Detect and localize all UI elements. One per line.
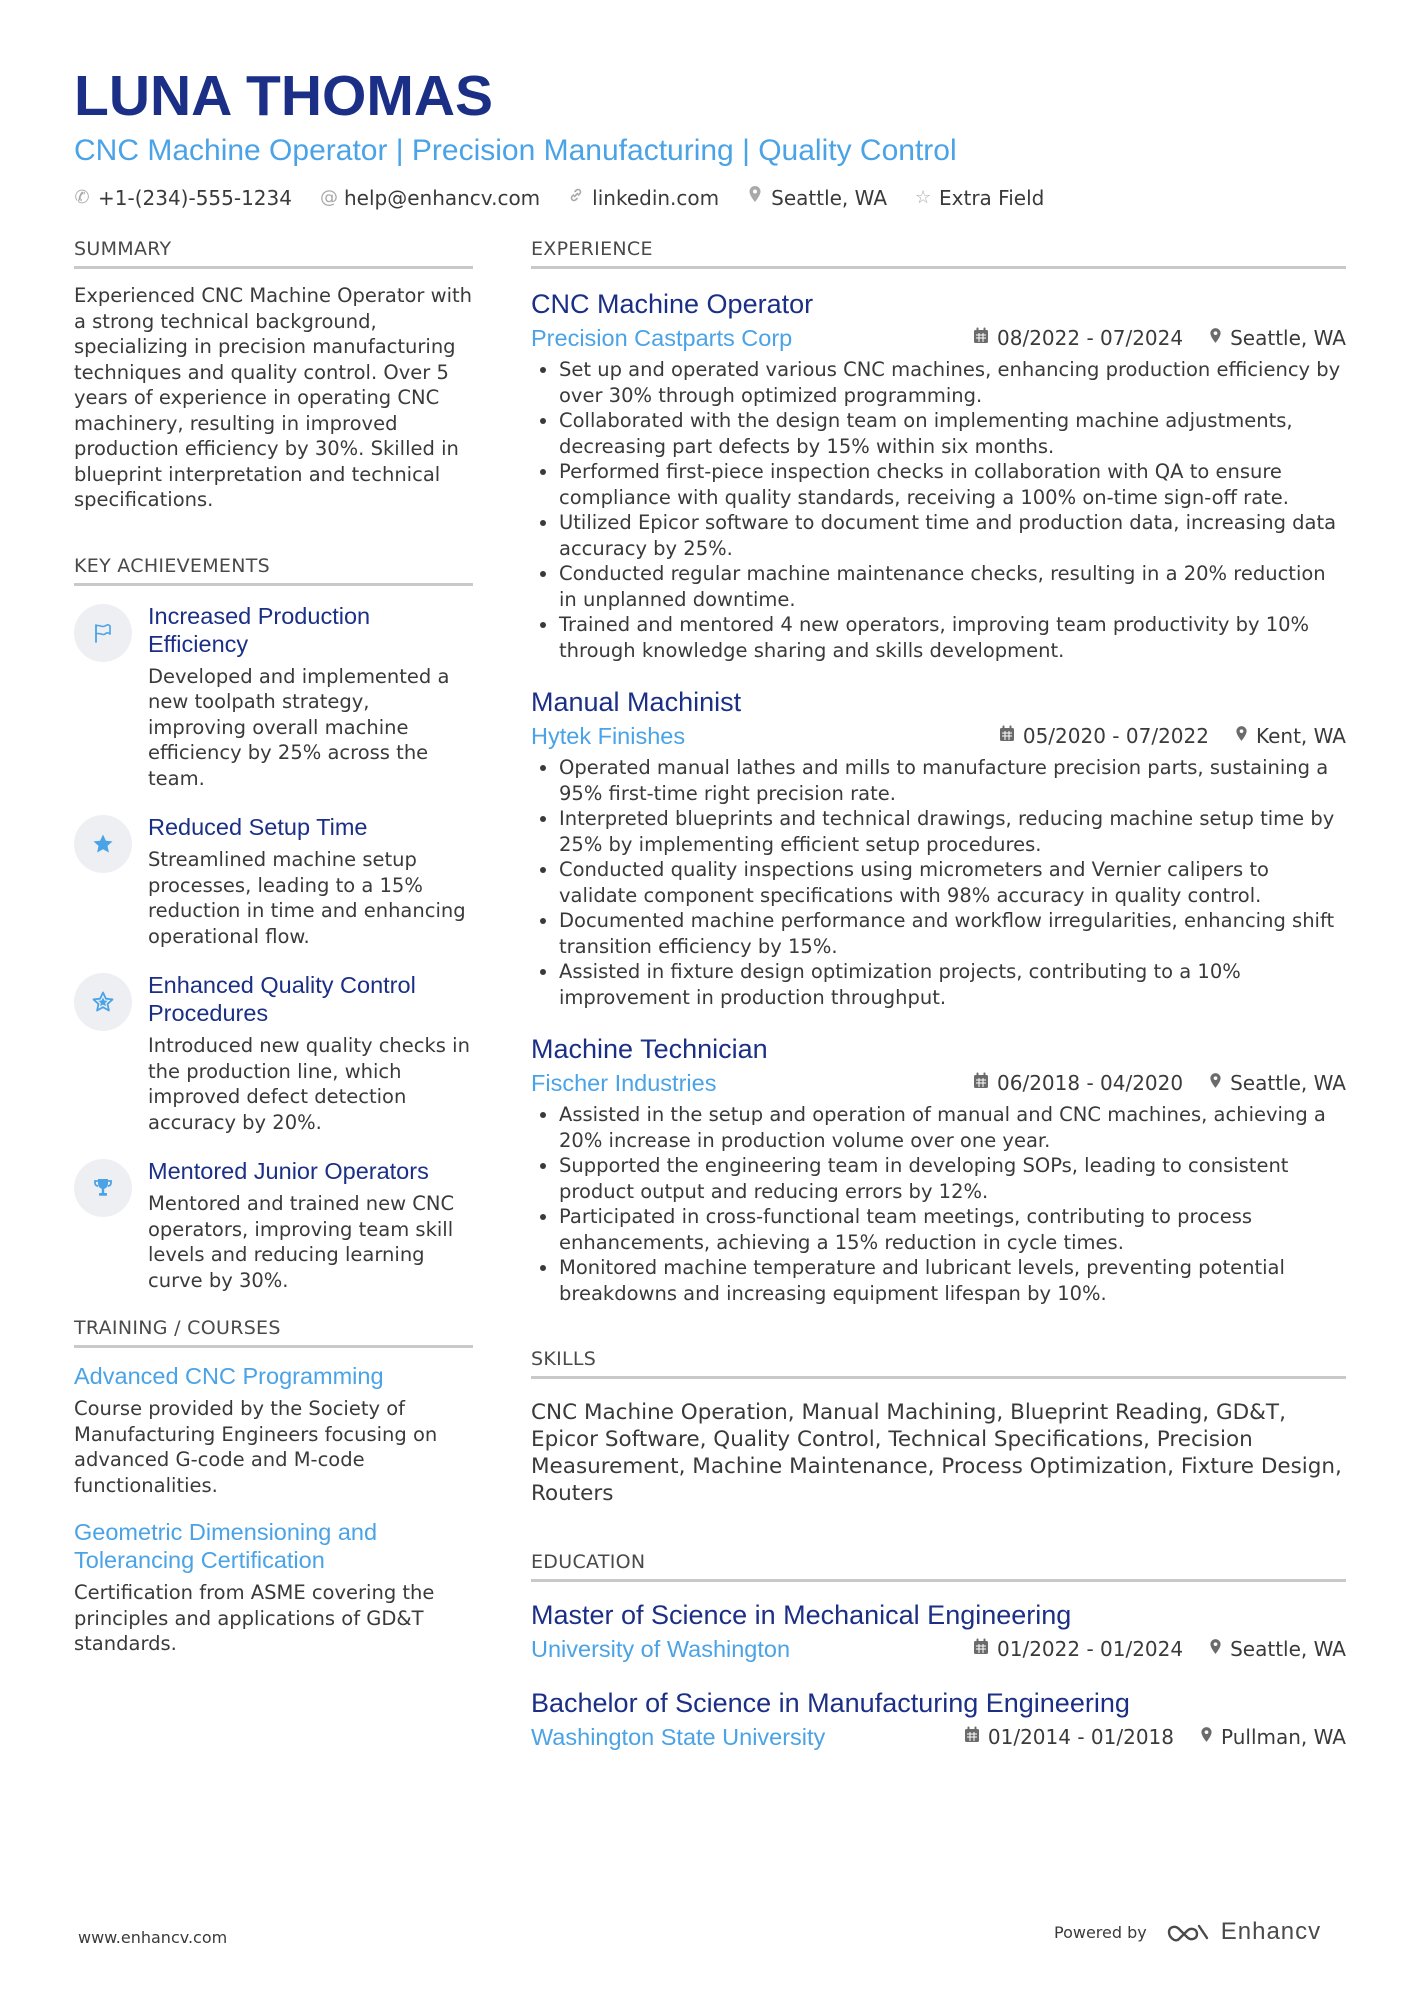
star-icon: ☆ [915, 187, 932, 208]
location-icon [1209, 1638, 1222, 1660]
job-bullet: • Operated manual lathes and mills to manufacture precision parts, sustaining a 95% first-time right precision rate. [559, 755, 1346, 806]
candidate-name: LUNA THOMAS [74, 64, 494, 128]
skills-section [531, 1346, 1346, 1507]
job-bullet: • Utilized Epicor software to document time and production data, increasing data accuracy by 25%. [559, 510, 1346, 561]
course-desc: Course provided by the Society of Manufacturing Engineers focusing on advanced G-code and M-code functionalities. [74, 1397, 438, 1497]
enhancv-logo-icon [1165, 1920, 1211, 1944]
job-bullet: • Supported the engineering team in developing SOPs, leading to consistent product output and reducing errors by 12%. [559, 1153, 1346, 1204]
job-meta-right [973, 326, 1346, 350]
course-title: Advanced CNC Programming [74, 1363, 384, 1389]
job-location [1209, 1071, 1346, 1095]
trophy-icon [74, 1159, 132, 1217]
company-name: Precision Castparts Corp [531, 325, 793, 351]
achievement-body [148, 971, 473, 1135]
skills-heading: SKILLS [531, 1346, 1346, 1379]
contact-location-text: Seattle, WA [771, 186, 888, 210]
footer-website[interactable]: www.enhancv.com [78, 1928, 228, 1947]
job-bullets [531, 357, 1346, 663]
education-dates [964, 1725, 1174, 1749]
job-meta [531, 1068, 1346, 1098]
location-icon [1200, 1726, 1213, 1748]
education-dates [973, 1637, 1183, 1661]
location-icon [1209, 327, 1222, 349]
skills-text: CNC Machine Operation, Manual Machining, Blueprint Reading, GD&T, Epicor Software, Quality Control, Technical Specifications, Precision Measurement, Machine Maintenance, Process Optimization, Fixture Design, Routers [531, 1400, 1342, 1506]
education-dates-text: 01/2014 - 01/2018 [987, 1725, 1174, 1749]
footer-branding [1054, 1918, 1321, 1946]
job-location-text: Kent, WA [1255, 724, 1346, 748]
star-icon [74, 815, 132, 873]
education-meta-right [973, 1637, 1346, 1661]
job-meta [531, 721, 1346, 751]
education-meta [531, 1634, 1346, 1664]
calendar-icon [973, 1072, 989, 1094]
phone-icon: ✆ [74, 187, 90, 208]
course-desc: Certification from ASME covering the principles and applications of GD&T standards. [74, 1581, 435, 1655]
contact-email[interactable] [320, 184, 540, 212]
achievement-desc: Mentored and trained new CNC operators, improving team skill levels and reducing learning curve by 30%. [148, 1192, 455, 1292]
job-dates-text: 08/2022 - 07/2024 [997, 326, 1184, 350]
achievements-heading: KEY ACHIEVEMENTS [74, 553, 473, 586]
job-entry [531, 685, 1346, 1010]
achievement-body [148, 1157, 473, 1293]
job-bullet: • Trained and mentored 4 new operators, improving team productivity by 10% through knowledge sharing and skills development. [559, 612, 1346, 663]
achievements-list [74, 602, 473, 1294]
achievement-title: Increased Production Efficiency [148, 602, 371, 657]
summary-heading: SUMMARY [74, 236, 473, 269]
link-icon [568, 184, 584, 212]
job-bullets [531, 755, 1346, 1010]
location-icon [1209, 1072, 1222, 1094]
contact-extra [915, 184, 1044, 212]
job-title: Machine Technician [531, 1034, 768, 1064]
training-heading: TRAINING / COURSES [74, 1315, 473, 1348]
job-bullet: • Performed first-piece inspection checks in collaboration with QA to ensure compliance with quality standards, receiving a 100% on-time sign-off rate. [559, 459, 1346, 510]
achievement-item [74, 1157, 473, 1293]
job-title: Manual Machinist [531, 687, 742, 717]
education-meta-right [964, 1725, 1346, 1749]
achievement-body [148, 813, 473, 949]
achievement-body [148, 602, 473, 792]
course-item [74, 1362, 473, 1498]
achievement-item [74, 813, 473, 949]
summary-text: Experienced CNC Machine Operator with a strong technical background, specializing in precision manufacturing techniques and quality control. Over 5 years of experience in operating CNC machinery, resulting in improved production efficiency by 30%. Skilled in blueprint interpretation and technical specifications. [74, 284, 473, 511]
job-bullets [531, 1102, 1346, 1306]
at-icon: @ [319, 187, 338, 208]
education-location [1209, 1637, 1346, 1661]
job-dates-text: 05/2020 - 07/2022 [1022, 724, 1209, 748]
location-icon [1235, 725, 1248, 747]
course-title: Geometric Dimensioning and Tolerancing Certification [74, 1519, 378, 1573]
job-meta-right [999, 724, 1346, 748]
education-location-text: Pullman, WA [1221, 1725, 1346, 1749]
education-heading: EDUCATION [531, 1549, 1346, 1582]
education-entry [531, 1598, 1346, 1664]
resume-body [74, 236, 1346, 1752]
brand-name: Enhancv [1220, 1918, 1322, 1945]
job-bullet: • Assisted in fixture design optimization projects, contributing to a 10% improvement in production throughput. [559, 959, 1346, 1010]
job-bullet: • Interpreted blueprints and technical drawings, reducing machine setup time by 25% by implementing efficient setup procedures. [559, 806, 1346, 857]
contact-extra-text: Extra Field [939, 186, 1045, 210]
course-item [74, 1518, 473, 1657]
job-location-text: Seattle, WA [1230, 1071, 1346, 1095]
company-name: Fischer Industries [531, 1070, 717, 1096]
achievement-title: Reduced Setup Time [148, 814, 368, 840]
contact-linkedin-text[interactable]: linkedin.com [592, 186, 720, 210]
calendar-icon [999, 725, 1015, 747]
degree-title: Bachelor of Science in Manufacturing Engineering [531, 1688, 1130, 1718]
flag-icon [74, 604, 132, 662]
achievement-desc: Streamlined machine setup processes, leading to a 15% reduction in time and enhancing operational flow. [148, 848, 466, 948]
achievements-section [74, 553, 473, 1294]
training-section [74, 1315, 473, 1657]
education-section [531, 1549, 1346, 1752]
experience-section [531, 236, 1346, 1306]
company-name: Hytek Finishes [531, 723, 686, 749]
resume-header [74, 60, 1346, 212]
right-column [531, 236, 1346, 1752]
contact-phone [74, 184, 292, 212]
job-dates [999, 724, 1209, 748]
job-dates [973, 326, 1183, 350]
job-bullet: • Set up and operated various CNC machines, enhancing production efficiency by over 30% through optimized programming. [559, 357, 1346, 408]
contact-bar [74, 184, 1346, 212]
education-meta [531, 1722, 1346, 1752]
calendar-icon [964, 1726, 980, 1748]
achievement-item [74, 602, 473, 792]
job-bullet: • Monitored machine temperature and lubricant levels, preventing potential breakdowns and increasing equipment lifespan by 10%. [559, 1255, 1346, 1306]
job-location [1209, 326, 1346, 350]
calendar-icon [973, 1638, 989, 1660]
education-dates-text: 01/2022 - 01/2024 [997, 1637, 1184, 1661]
job-location [1235, 724, 1346, 748]
school-name: Washington State University [531, 1724, 826, 1750]
left-column [74, 236, 473, 1752]
job-bullet: • Participated in cross-functional team meetings, contributing to process enhancements, achieving a 15% reduction in cycle times. [559, 1204, 1346, 1255]
job-entry [531, 287, 1346, 663]
school-name: University of Washington [531, 1636, 791, 1662]
degree-title: Master of Science in Mechanical Engineering [531, 1600, 1072, 1630]
job-bullet: • Documented machine performance and workflow irregularities, enhancing shift transition efficiency by 15%. [559, 908, 1346, 959]
summary-section [74, 236, 473, 513]
job-bullet: • Conducted regular machine maintenance checks, resulting in a 20% reduction in unplanned downtime. [559, 561, 1346, 612]
job-bullet: • Conducted quality inspections using micrometers and Vernier calipers to validate component specifications with 98% accuracy in quality control. [559, 857, 1346, 908]
achievement-title: Enhanced Quality Control Procedures [148, 972, 416, 1026]
job-location-text: Seattle, WA [1230, 326, 1346, 350]
job-title: CNC Machine Operator [531, 289, 814, 319]
job-meta [531, 323, 1346, 353]
candidate-title: CNC Machine Operator | Precision Manufacturing | Quality Control [74, 134, 957, 167]
achievement-item [74, 971, 473, 1135]
education-location-text: Seattle, WA [1230, 1637, 1346, 1661]
location-icon [747, 184, 763, 212]
calendar-icon [973, 327, 989, 349]
job-dates-text: 06/2018 - 04/2020 [997, 1071, 1184, 1095]
education-location [1200, 1725, 1346, 1749]
brand-logo[interactable] [1165, 1918, 1321, 1946]
powered-by-text: Powered by [1054, 1922, 1147, 1942]
achievement-desc: Developed and implemented a new toolpath strategy, improving overall machine efficiency by 25% across the team. [148, 664, 450, 790]
contact-linkedin[interactable] [568, 184, 719, 212]
contact-email-text[interactable]: help@enhancv.com [343, 186, 541, 210]
job-meta-right [973, 1071, 1346, 1095]
achievement-title: Mentored Junior Operators [148, 1158, 429, 1184]
experience-heading: EXPERIENCE [531, 236, 1346, 269]
job-bullet: • Assisted in the setup and operation of manual and CNC machines, achieving a 20% increase in production volume over one year. [559, 1102, 1346, 1153]
contact-phone-text: +1-(234)-555-1234 [98, 186, 292, 210]
job-entry [531, 1032, 1346, 1306]
star-outline-icon [74, 973, 132, 1031]
achievement-desc: Introduced new quality checks in the production line, which improved defect detection accuracy by 20%. [148, 1034, 470, 1134]
job-dates [973, 1071, 1183, 1095]
contact-location [747, 184, 887, 212]
education-entry [531, 1686, 1346, 1752]
job-bullet: • Collaborated with the design team on implementing machine adjustments, decreasing part defects by 15% within six months. [559, 408, 1346, 459]
